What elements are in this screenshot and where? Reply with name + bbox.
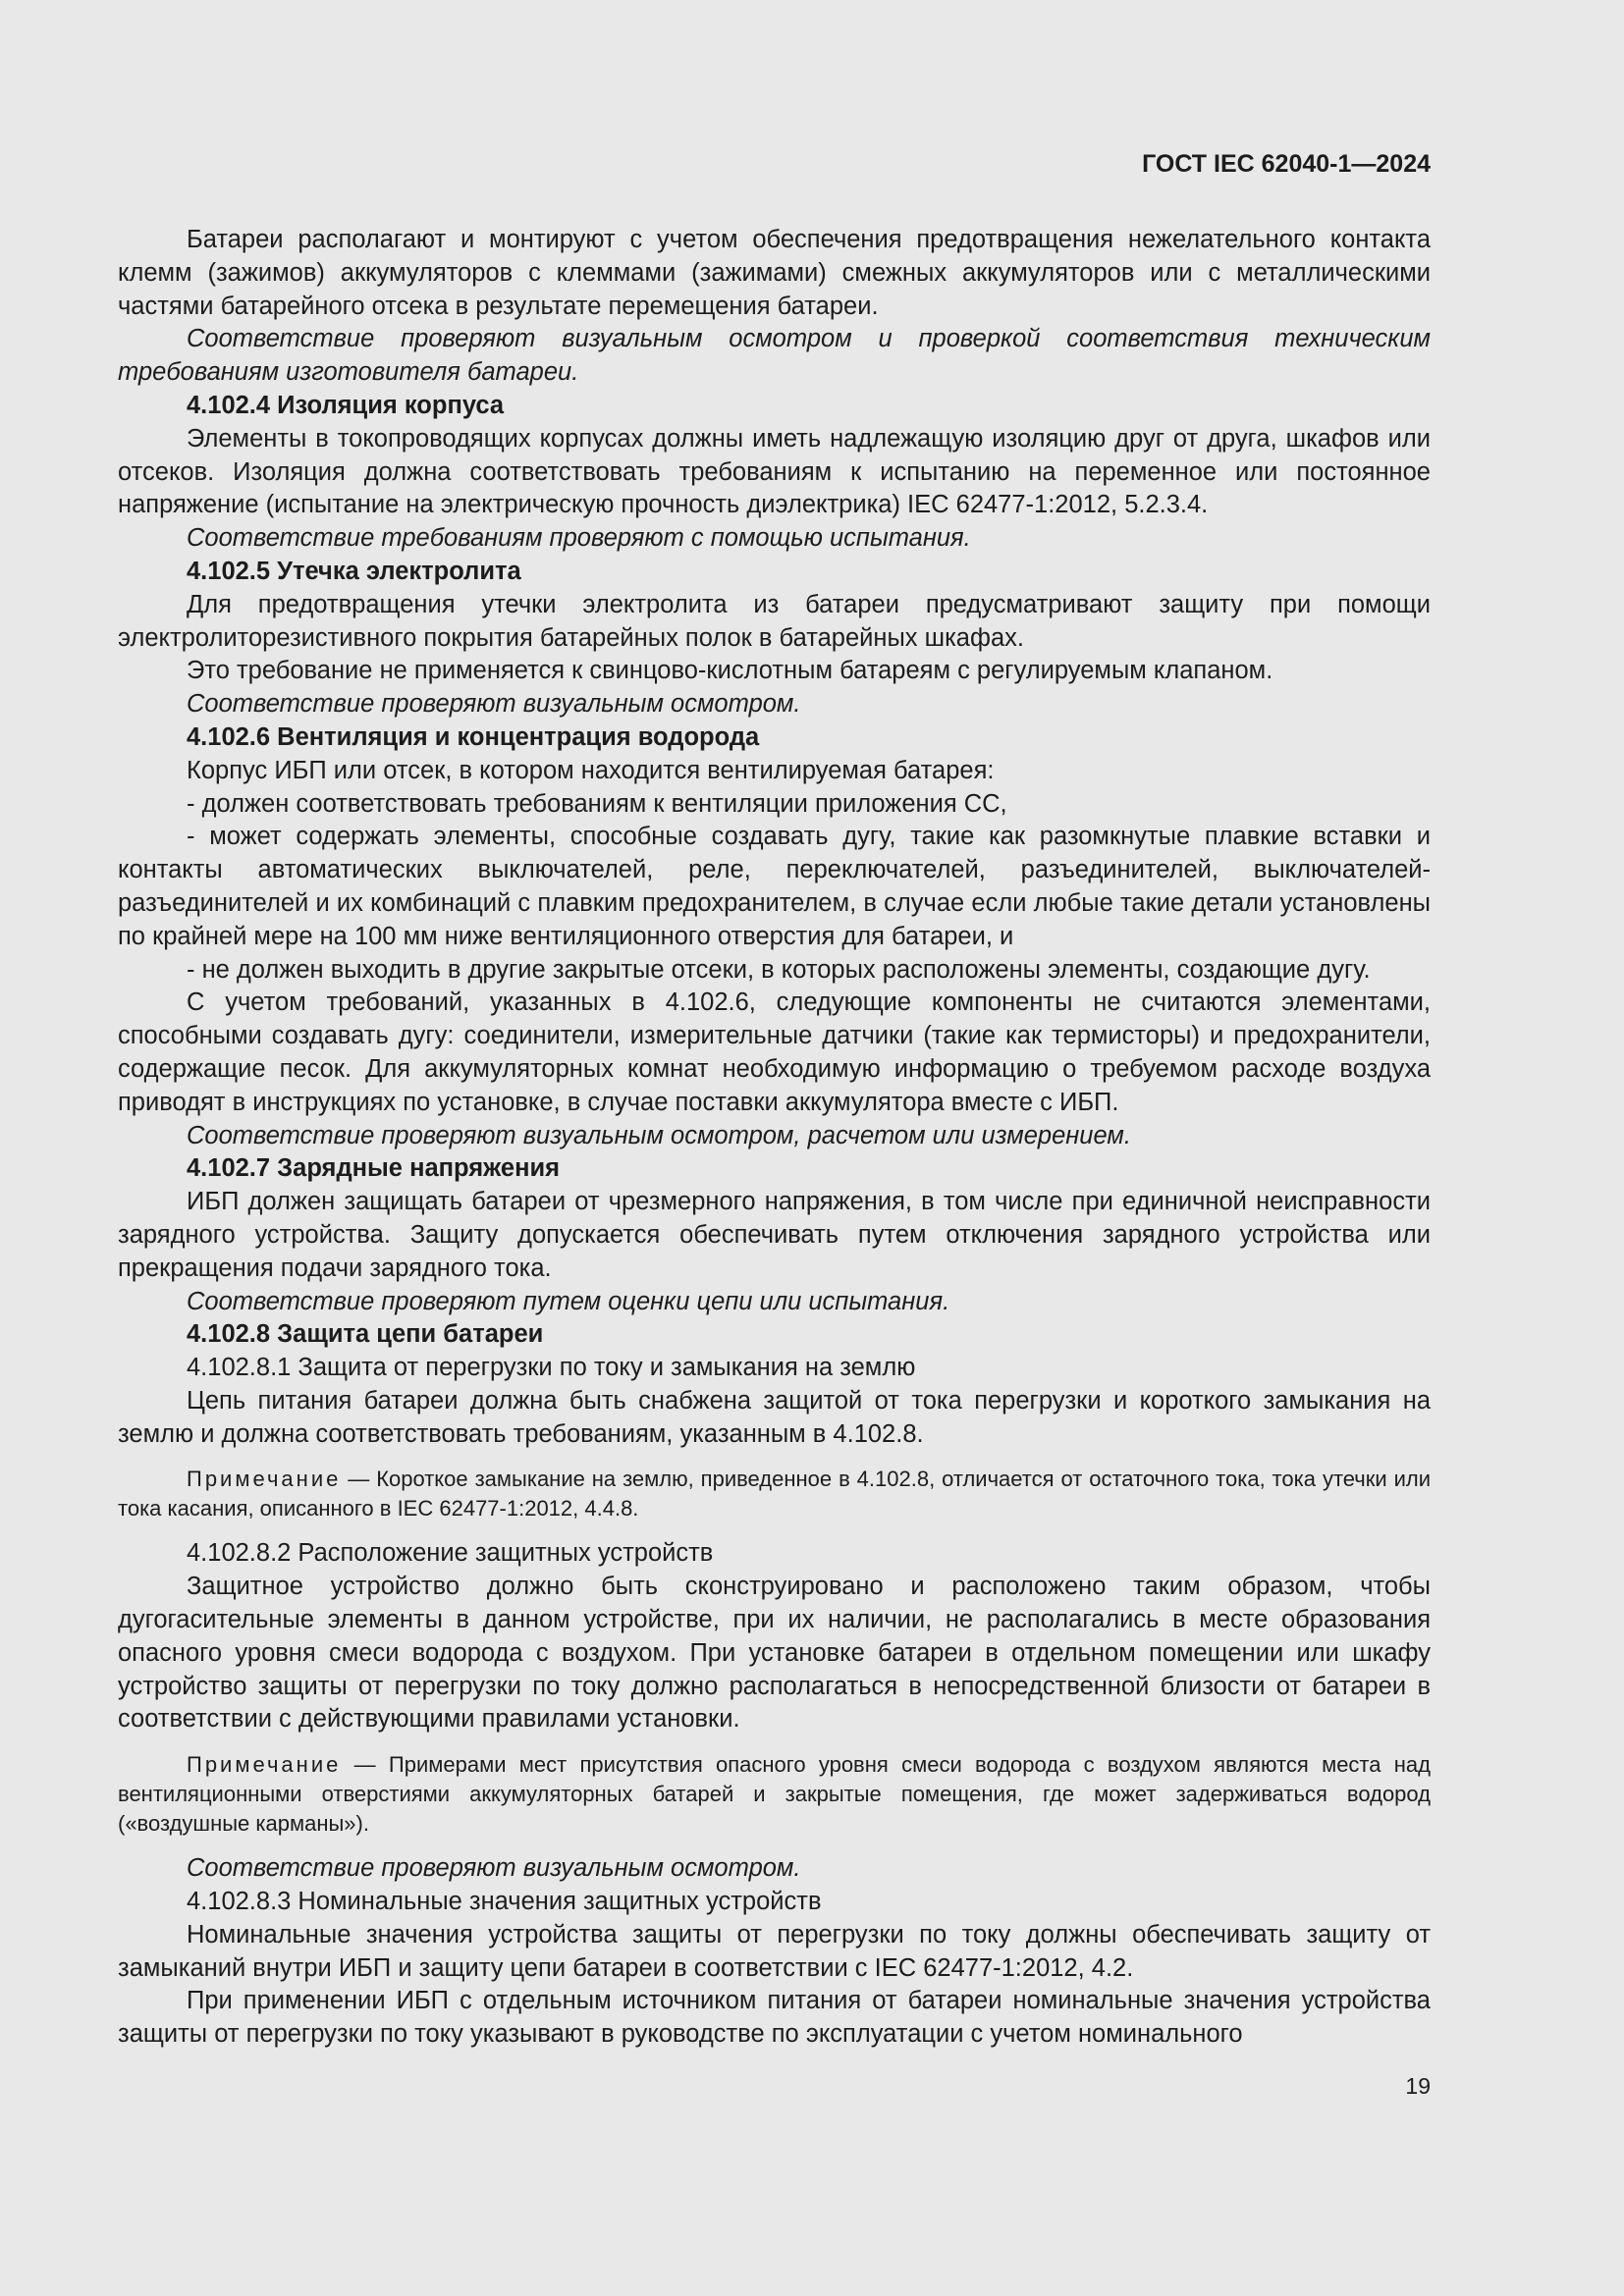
compliance-note: Соответствие требованиям проверяют с помощью испытания. — [187, 524, 971, 553]
page-body — [118, 224, 1431, 2052]
subsection-heading: 4.102.8.1 Защита от перегрузки по току и замыкания на землю — [187, 1354, 916, 1382]
subsection-heading: 4.102.8.3 Номинальные значения защитных устройств — [187, 1888, 822, 1916]
list-item: - не должен выходить в другие закрытые отсеки, в которых расположены элементы, создающие дугу. — [187, 955, 1371, 984]
note-paragraph — [118, 1750, 1431, 1839]
section-heading: 4.102.5 Утечка электролита — [187, 557, 521, 585]
body-paragraph: ИБП должен защищать батареи от чрезмерного напряжения, в том числе при единичной неисправности зарядного устройства. Защиту допускается обеспечивать путем отключения зарядного устройства или прекращения подачи зарядного тока. — [118, 1188, 1431, 1282]
body-paragraph: Номинальные значения устройства защиты от перегрузки по току должны обеспечивать защиту от замыканий внутри ИБП и защиту цепи батареи в соответствии с IEC 62477-1:2012, 4.2. — [118, 1920, 1431, 1982]
section-heading: 4.102.7 Зарядные напряжения — [187, 1154, 561, 1183]
section-heading: 4.102.6 Вентиляция и концентрация водорода — [187, 722, 760, 751]
body-paragraph: Защитное устройство должно быть сконструировано и расположено таким образом, чтобы дугогасительные элементы в данном устройстве, при их наличии, не располагались в месте образования опасного уровня смеси водорода с воздухом. При установке батареи в отдельном помещении или шкафу устройство защиты от перегрузки по току должно располагаться в непосредственной близости от батареи в соответствии с действующими правилами установки. — [118, 1573, 1431, 1734]
compliance-note: Соответствие проверяют путем оценки цепи или испытания. — [187, 1287, 950, 1315]
body-paragraph: Для предотвращения утечки электролита из батареи предусматривают защиту при помощи электролиторезистивного покрытия батарейных полок в батарейных шкафах. — [118, 590, 1431, 652]
body-paragraph: Это требование не применяется к свинцово-кислотным батареям с регулируемым клапаном. — [187, 657, 1273, 685]
note-paragraph — [118, 1465, 1431, 1523]
standard-header: ГОСТ IEC 62040-1—2024 — [1142, 150, 1431, 178]
body-paragraph: Элементы в токопроводящих корпусах должны иметь надлежащую изоляцию друг от друга, шкафов или отсеков. Изоляция должна соответствовать требованиям к испытанию на переменное или постоянное напряжение (испытание на электрическую прочность диэлектрика) IEC 62477-1:2012, 5.2.3.4. — [118, 424, 1431, 519]
compliance-note: Соответствие проверяют визуальным осмотром и проверкой соответствия техническим требованиям изготовителя батареи. — [118, 325, 1431, 387]
compliance-note: Соответствие проверяют визуальным осмотром, расчетом или измерением. — [187, 1121, 1131, 1149]
body-paragraph: Батареи располагают и монтируют с учетом обеспечения предотвращения нежелательного контакта клемм (зажимов) аккумуляторов с клеммами (зажимами) смежных аккумуляторов или с металлическими частями батарейного отсека в результате перемещения батареи. — [118, 226, 1431, 320]
section-heading: 4.102.8 Защита цепи батареи — [187, 1320, 544, 1349]
body-paragraph: При применении ИБП с отдельным источником питания от батареи номинальные значения устройства защиты от перегрузки по току указывают в руководстве по эксплуатации с учетом номинального — [118, 1987, 1431, 2049]
section-heading: 4.102.4 Изоляция корпуса — [187, 391, 505, 419]
body-paragraph: С учетом требований, указанных в 4.102.6, следующие компоненты не считаются элементами, способными создавать дугу: соединители, измерительные датчики (такие как термисторы) и предохранители, содержащие песок. Для аккумуляторных комнат необходимую информацию о требуемом расходе воздуха приводят в инструкциях по установке, в случае поставки аккумулятора вместе с ИБП. — [118, 988, 1431, 1116]
subsection-heading: 4.102.8.2 Расположение защитных устройств — [187, 1539, 714, 1568]
compliance-note: Соответствие проверяют визуальным осмотром. — [187, 690, 801, 719]
body-paragraph: Корпус ИБП или отсек, в котором находится вентилируемая батарея: — [187, 756, 995, 784]
note-text: — Примерами мест присутствия опасного уровня смеси водорода с воздухом являются места над вентиляционными отверстиями аккумуляторных батарей и закрытые помещения, где может задерживаться водород («воздушные карманы»). — [118, 1752, 1431, 1837]
note-label: Примечание — [187, 1752, 342, 1778]
list-item: - может содержать элементы, способные создавать дугу, такие как разомкнутые плавкие вставки и контакты автоматических выключателей, реле, переключателей, разъединителей, выключателей-разъединителей и их комбинаций с плавким предохранителем, в случае если любые такие детали установлены по крайней мере на 100 мм ниже вентиляционного отверстия для батареи, и — [118, 823, 1431, 950]
compliance-note: Соответствие проверяют визуальным осмотром. — [187, 1854, 801, 1883]
note-text: — Короткое замыкание на землю, приведенное в 4.102.8, отличается от остаточного тока, тока утечки или тока касания, описанного в IEC 62477-1:2012, 4.4.8. — [118, 1467, 1431, 1522]
body-paragraph: Цепь питания батареи должна быть снабжена защитой от тока перегрузки и короткого замыкания на землю и должна соответствовать требованиям, указанным в 4.102.8. — [118, 1386, 1431, 1448]
list-item: - должен соответствовать требованиям к вентиляции приложения СС, — [187, 789, 1007, 818]
page-number: 19 — [1405, 2073, 1431, 2099]
note-label: Примечание — [187, 1467, 342, 1492]
